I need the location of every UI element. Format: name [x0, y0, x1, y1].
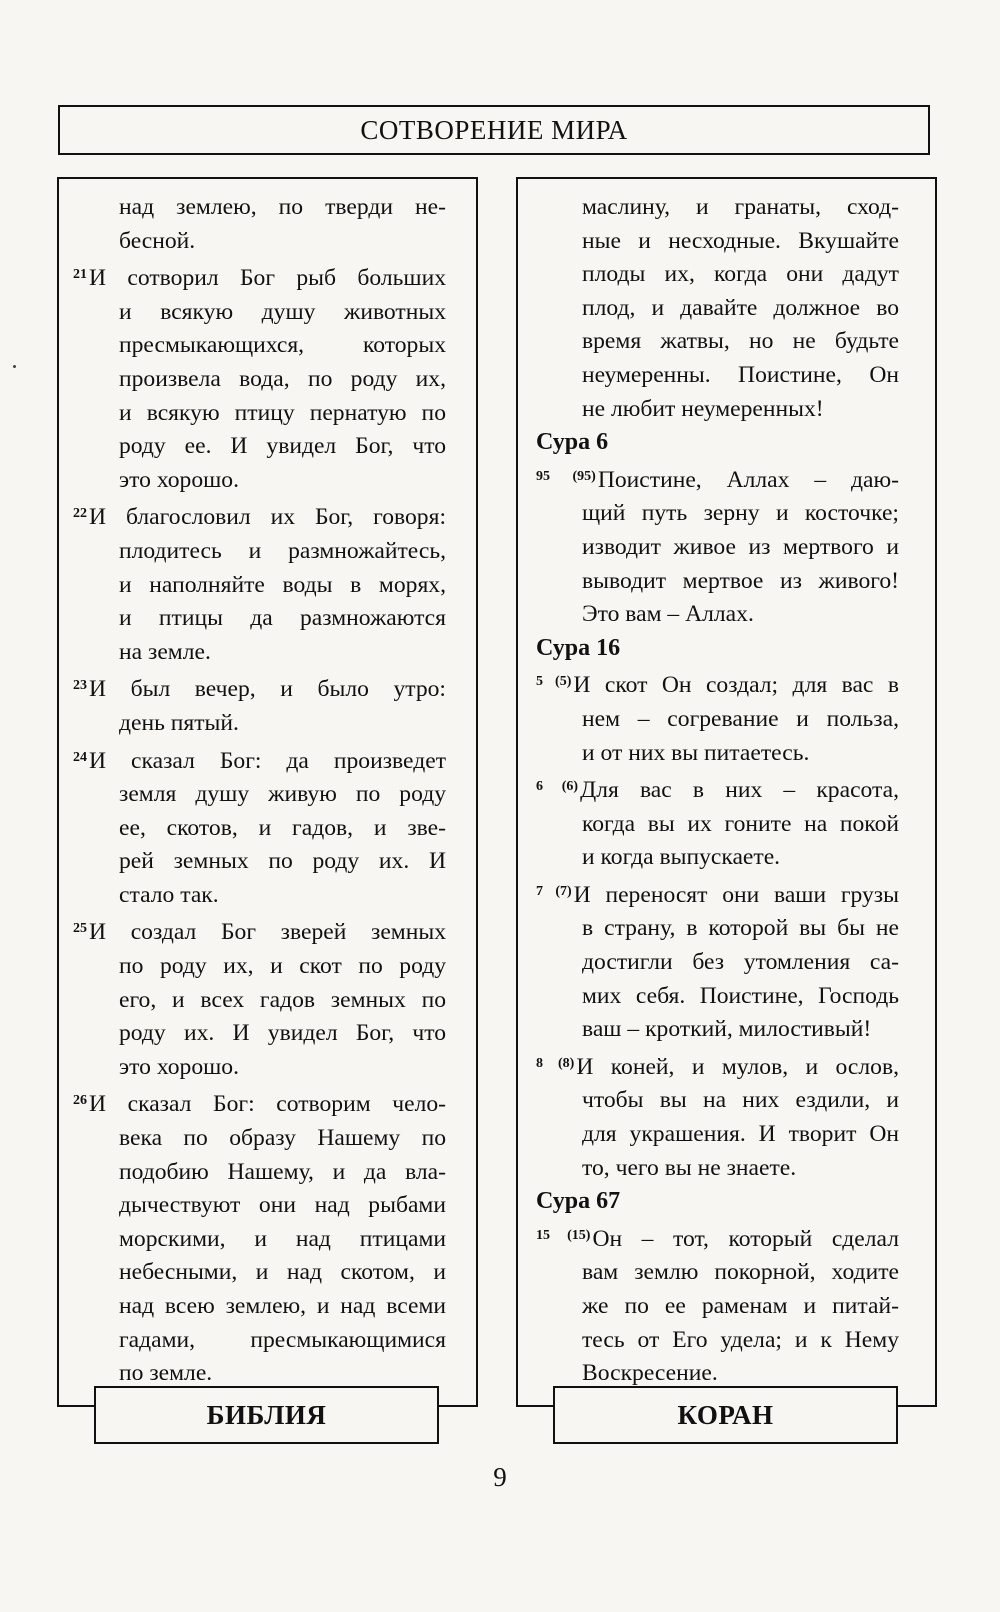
text-line	[73, 602, 446, 636]
line-text: дычествуют они над рыбами	[119, 1192, 446, 1219]
line-text: И переносят они ваши грузы	[573, 881, 899, 908]
text-line	[536, 912, 899, 946]
line-text: над землею, по тверди не-	[119, 194, 446, 220]
line-text: неумеренны. Поистине, Он	[582, 361, 899, 388]
line-text: роду их. И увидел Бог, что	[119, 1020, 446, 1047]
text-line	[73, 258, 446, 296]
text-line	[536, 292, 899, 326]
line-text: земля душу живую по роду	[119, 781, 446, 808]
text-line	[73, 1223, 446, 1257]
verse-number: 26	[73, 1093, 87, 1109]
text-line	[536, 497, 899, 531]
text-line	[536, 1256, 899, 1290]
text-line	[73, 1051, 446, 1085]
text-line	[536, 1118, 899, 1152]
line-text: роду ее. И увидел Бог, что	[119, 433, 446, 460]
line-text: пресмыкающихся, которых	[119, 332, 446, 359]
line-text: Для вас в них – красота,	[580, 777, 900, 804]
bible-column	[57, 177, 478, 1407]
text-line	[73, 950, 446, 984]
line-text: Воскресение.	[582, 1360, 718, 1387]
page-number: 9	[493, 1462, 507, 1492]
line-text: подобию Нашему, и да вла-	[119, 1158, 446, 1185]
line-text: ее, скотов, и гадов, и зве-	[119, 814, 446, 841]
chapter-title: СОТВОРЕНИЕ МИРА	[360, 114, 628, 145]
line-text: его, и всех гадов земных по	[119, 986, 446, 1013]
line-text: нем – согревание и польза,	[582, 705, 899, 732]
line-text: плод, и давайте должное во	[582, 294, 899, 321]
text-line	[73, 707, 446, 741]
text-line	[73, 669, 446, 707]
text-line	[73, 535, 446, 569]
koran-column	[516, 177, 937, 1407]
text-line	[73, 430, 446, 464]
line-text: И создал Бог зверей земных	[89, 919, 446, 946]
line-text: это хорошо.	[119, 1053, 239, 1080]
line-text: над всею землею, и над всеми	[119, 1293, 446, 1319]
verse-number: 95 (95)	[536, 468, 596, 484]
line-text: И сказал Бог: да произведет	[89, 747, 446, 774]
text-line	[73, 912, 446, 950]
text-line	[73, 1189, 446, 1223]
verse-number: 6 (6)	[536, 779, 579, 795]
line-text: плоды их, когда они дадут	[582, 261, 899, 288]
text-line	[536, 770, 899, 808]
text-line	[73, 497, 446, 535]
text-line	[73, 363, 446, 397]
sura-heading: Сура 67	[536, 1188, 621, 1215]
text-line	[73, 296, 446, 330]
text-line	[73, 879, 446, 913]
text-line	[536, 393, 899, 427]
verse-number: 7 (7)	[536, 883, 572, 899]
koran-text	[536, 191, 899, 1391]
text-line	[73, 1256, 446, 1290]
verse-number: 21	[73, 267, 87, 283]
verse-number: 22	[73, 506, 87, 522]
line-text: И сказал Бог: сотворим чело-	[89, 1091, 446, 1118]
text-line	[73, 1017, 446, 1051]
text-line	[73, 1156, 446, 1190]
text-line	[536, 325, 899, 359]
line-text: в страну, в которой вы бы не	[582, 915, 899, 942]
text-line	[536, 1290, 899, 1324]
line-text: века по образу Нашему по	[119, 1125, 446, 1152]
line-text: и всякую душу животных	[119, 298, 446, 325]
text-line	[73, 191, 446, 225]
text-line	[73, 329, 446, 363]
koran-label-box	[553, 1386, 898, 1444]
line-text: и наполняйте воды в морях,	[119, 571, 446, 598]
verse-number: 25	[73, 921, 87, 937]
text-line	[536, 225, 899, 259]
line-text: И скот Он создал; для вас в	[573, 672, 899, 699]
line-text: рей земных по роду их. И	[119, 848, 446, 875]
line-text: выводит мертвое из живого!	[582, 567, 899, 594]
line-text: мих себя. Поистине, Господь	[582, 982, 899, 1009]
text-line	[536, 946, 899, 980]
line-text: гадами, пресмыкающимися	[119, 1326, 446, 1353]
text-line	[73, 397, 446, 431]
text-line	[536, 565, 899, 599]
text-line	[73, 741, 446, 779]
text-line	[536, 1219, 899, 1257]
verse-number: 15 (15)	[536, 1227, 591, 1243]
line-text: и от них вы питаетесь.	[582, 739, 810, 766]
line-text: то, чего вы не знаете.	[582, 1154, 797, 1181]
line-text: бесной.	[119, 227, 196, 254]
line-text: и птицы да размножаются	[119, 605, 446, 632]
text-line	[536, 258, 899, 292]
text-line	[73, 1084, 446, 1122]
bible-label-box	[94, 1386, 439, 1444]
line-text: маслину, и гранаты, сход-	[582, 194, 899, 220]
text-line	[536, 980, 899, 1014]
line-text: Он – тот, который сделал	[592, 1225, 899, 1252]
text-line	[536, 531, 899, 565]
line-text: для украшения. И творит Он	[582, 1121, 899, 1148]
line-text: и всякую птицу пернатую по	[119, 399, 446, 426]
line-text: тесь от Его удела; и к Нему	[582, 1326, 899, 1353]
text-line	[536, 875, 899, 913]
text-line	[73, 1122, 446, 1156]
line-text: на земле.	[119, 638, 211, 665]
line-text: морскими, и над птицами	[119, 1225, 446, 1252]
text-line	[73, 778, 446, 812]
text-line	[73, 225, 446, 259]
line-text: когда вы их гоните на покой	[582, 810, 899, 837]
text-line	[73, 569, 446, 603]
text-line	[536, 1047, 899, 1085]
text-line	[536, 808, 899, 842]
verse-number: 23	[73, 678, 87, 694]
line-text: не любит неумеренных!	[582, 395, 824, 422]
sura-heading: Сура 6	[536, 429, 609, 456]
text-line	[536, 460, 899, 498]
text-line	[536, 841, 899, 875]
line-text: изводит живое из мертвого и	[582, 533, 899, 560]
line-text: ные и несходные. Вкушайте	[582, 227, 899, 254]
line-text: И сотворил Бог рыб больших	[89, 265, 446, 292]
bible-text	[73, 191, 446, 1391]
text-line	[73, 1290, 446, 1324]
line-text: щий путь зерну и косточке;	[582, 500, 899, 527]
line-text: день пятый.	[119, 709, 239, 736]
verse-number: 24	[73, 749, 87, 765]
line-text: Это вам – Аллах.	[582, 601, 754, 628]
line-text: вам землю покорной, ходите	[582, 1259, 899, 1286]
line-text: И коней, и мулов, и ослов,	[576, 1053, 900, 1080]
line-text: ваш – кроткий, милостивый!	[582, 1016, 872, 1043]
line-text: и когда выпускаете.	[582, 844, 781, 871]
text-line	[536, 191, 899, 225]
line-text: стало так.	[119, 881, 219, 908]
text-line	[536, 1152, 899, 1186]
text-line	[536, 1324, 899, 1358]
line-text: по земле.	[119, 1360, 213, 1387]
text-line	[536, 703, 899, 737]
text-line	[73, 1324, 446, 1358]
text-line	[536, 598, 899, 632]
text-line	[73, 812, 446, 846]
line-text: Поистине, Аллах – даю-	[597, 466, 899, 493]
line-text: И был вечер, и было утро:	[89, 676, 446, 703]
text-line	[73, 636, 446, 670]
text-line	[536, 1013, 899, 1047]
sura-heading: Сура 16	[536, 634, 621, 661]
line-text: это хорошо.	[119, 466, 239, 493]
line-text: же по ее раменам и питай-	[582, 1293, 899, 1319]
bible-label: БИБЛИЯ	[206, 1399, 327, 1430]
verse-number: 8 (8)	[536, 1055, 575, 1071]
line-text: произвела вода, по роду их,	[119, 365, 446, 392]
text-line	[536, 1084, 899, 1118]
line-text: достигли без утомления са-	[582, 949, 899, 976]
text-line	[536, 359, 899, 393]
text-line	[73, 845, 446, 879]
line-text: чтобы вы на них ездили, и	[582, 1087, 899, 1114]
line-text: И благословил их Бог, говоря:	[89, 504, 446, 531]
text-line	[73, 464, 446, 498]
koran-label: КОРАН	[677, 1399, 774, 1430]
text-line	[536, 665, 899, 703]
line-text: плодитесь и размножайтесь,	[119, 537, 446, 564]
line-text: по роду их, и скот по роду	[119, 953, 446, 980]
line-text: небесными, и над скотом, и	[119, 1259, 446, 1286]
text-line	[536, 737, 899, 771]
text-line	[73, 984, 446, 1018]
stray-dot	[13, 365, 16, 368]
chapter-title-box	[58, 105, 930, 155]
verse-number: 5 (5)	[536, 674, 572, 690]
line-text: время жатвы, но не будьте	[582, 328, 899, 355]
